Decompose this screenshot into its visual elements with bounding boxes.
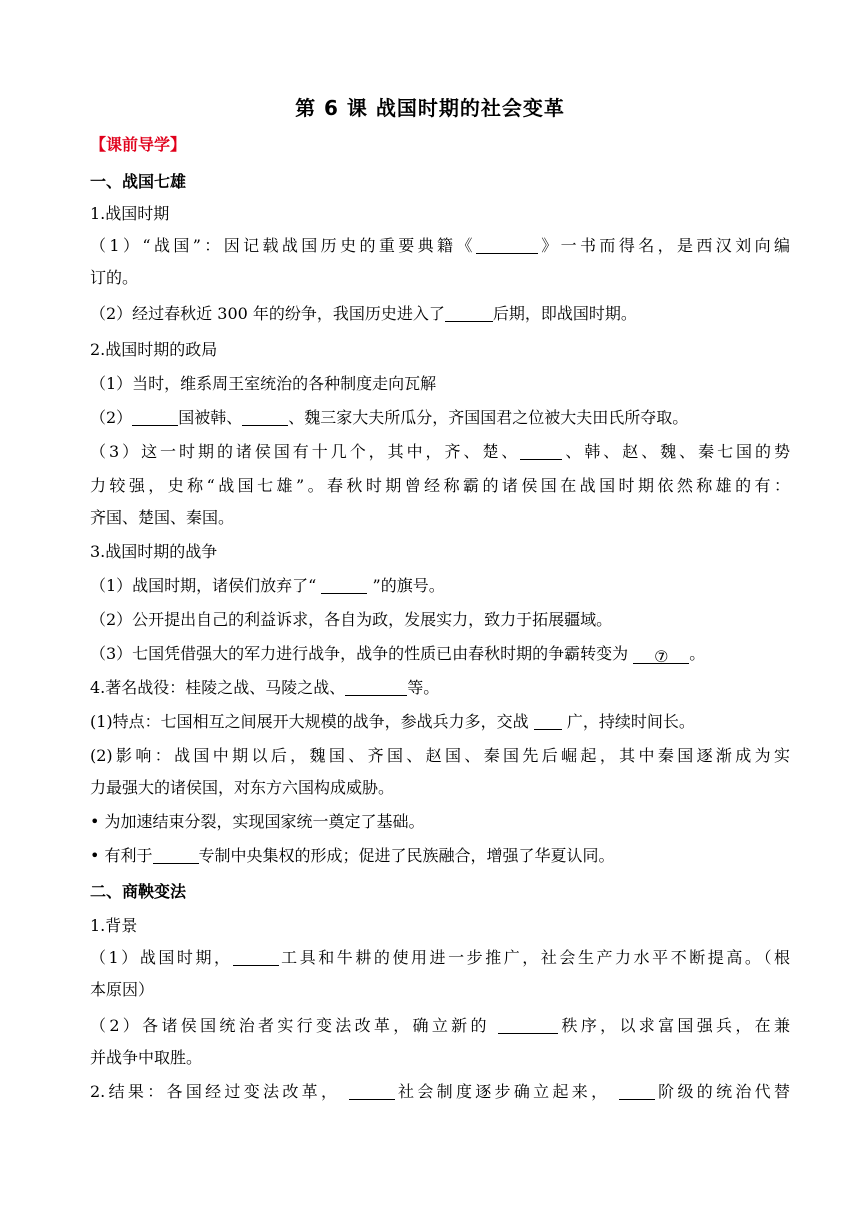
bullet-item: • 为加速结束分裂，实现国家统一奠定了基础。 — [90, 812, 425, 831]
paragraph-line: （1）战国时期，诸侯们放弃了“ ”的旗号。 — [90, 576, 445, 595]
paragraph-line: 力最强大的诸侯国，对东方六国构成威胁。 — [90, 778, 395, 797]
paragraph-line: （2） 国被韩、 、魏三家大夫所瓜分，齐国国君之位被大夫田氏所夺取。 — [90, 408, 689, 427]
bullet-item: • 有利于 专制中央集权的形成；促进了民族融合，增强了华夏认同。 — [90, 846, 615, 865]
paragraph-line: （2）公开提出自己的利益诉求，各自为政，发展实力，致力于拓展疆域。 — [90, 610, 613, 629]
fill-blank[interactable] — [349, 1081, 395, 1100]
fill-blank[interactable] — [445, 303, 493, 322]
fill-blank[interactable] — [321, 575, 367, 594]
paragraph-line: 齐国、楚国、秦国。 — [90, 508, 235, 527]
paragraph-line: （1）“战国”：因记载战国历史的重要典籍《 》一书而得名，是西汉刘向编 — [90, 236, 790, 255]
paragraph-line: 并战争中取胜。 — [90, 1048, 203, 1067]
paragraph-line: （2）经过春秋近 300 年的纷争，我国历史进入了 后期，即战国时期。 — [90, 304, 637, 323]
guide-label: 【课前导学】 — [90, 135, 187, 154]
fill-blank[interactable] — [619, 1081, 655, 1100]
subsection-title: 2.战国时期的政局 — [90, 340, 218, 359]
paragraph-line: （2）各诸侯国统治者实行变法改革，确立新的 秩序，以求富国强兵，在兼 — [90, 1016, 790, 1035]
fill-blank[interactable] — [476, 235, 538, 254]
paragraph-line: 2.结果：各国经过变法改革， 社会制度逐步确立起来， 阶级的统治代替 — [90, 1082, 790, 1101]
fill-blank[interactable] — [153, 845, 199, 864]
fill-blank[interactable] — [233, 947, 279, 966]
paragraph-line: 本原因） — [90, 980, 155, 999]
paragraph-line: 力较强，史称“战国七雄”。春秋时期曾经称霸的诸侯国在战国时期依然称雄的有： — [90, 476, 790, 495]
fill-blank[interactable] — [345, 677, 407, 696]
fill-blank[interactable] — [132, 407, 178, 426]
fill-blank[interactable] — [534, 711, 562, 730]
paragraph-line: （3）这一时期的诸侯国有十几个，其中，齐、楚、 、韩、赵、魏、秦七国的势 — [90, 442, 790, 461]
subsection-title: 3.战国时期的战争 — [90, 542, 218, 561]
paragraph-line: （1）当时，维系周王室统治的各种制度走向瓦解 — [90, 374, 437, 393]
paragraph-line: (1)特点：七国相互之间展开大规模的战争，参战兵力多，交战 广，持续时间长。 — [90, 712, 695, 731]
paragraph-line: （1）战国时期， 工具和牛耕的使用进一步推广，社会生产力水平不断提高。（根 — [90, 948, 790, 967]
paragraph-line: 4.著名战役：桂陵之战、马陵之战、 等。 — [90, 678, 440, 697]
section-heading-1: 一、战国七雄 — [90, 172, 187, 191]
fill-blank[interactable]: ⑦ — [633, 645, 689, 664]
paragraph-line: (2)影响：战国中期以后，魏国、齐国、赵国、秦国先后崛起，其中秦国逐渐成为实 — [90, 746, 790, 765]
paragraph-line: （3）七国凭借强大的军力进行战争，战争的性质已由春秋时期的争霸转变为 ⑦ 。 — [90, 644, 706, 666]
subsection-title: 1.战国时期 — [90, 204, 170, 223]
section-heading-2: 二、商鞅变法 — [90, 882, 187, 901]
fill-blank[interactable] — [498, 1015, 558, 1034]
paragraph-line: 订的。 — [90, 268, 139, 287]
fill-blank[interactable] — [242, 407, 288, 426]
fill-blank[interactable] — [520, 441, 562, 460]
page-title: 第 6 课 战国时期的社会变革 — [295, 96, 565, 120]
subsection-title: 1.背景 — [90, 916, 138, 935]
